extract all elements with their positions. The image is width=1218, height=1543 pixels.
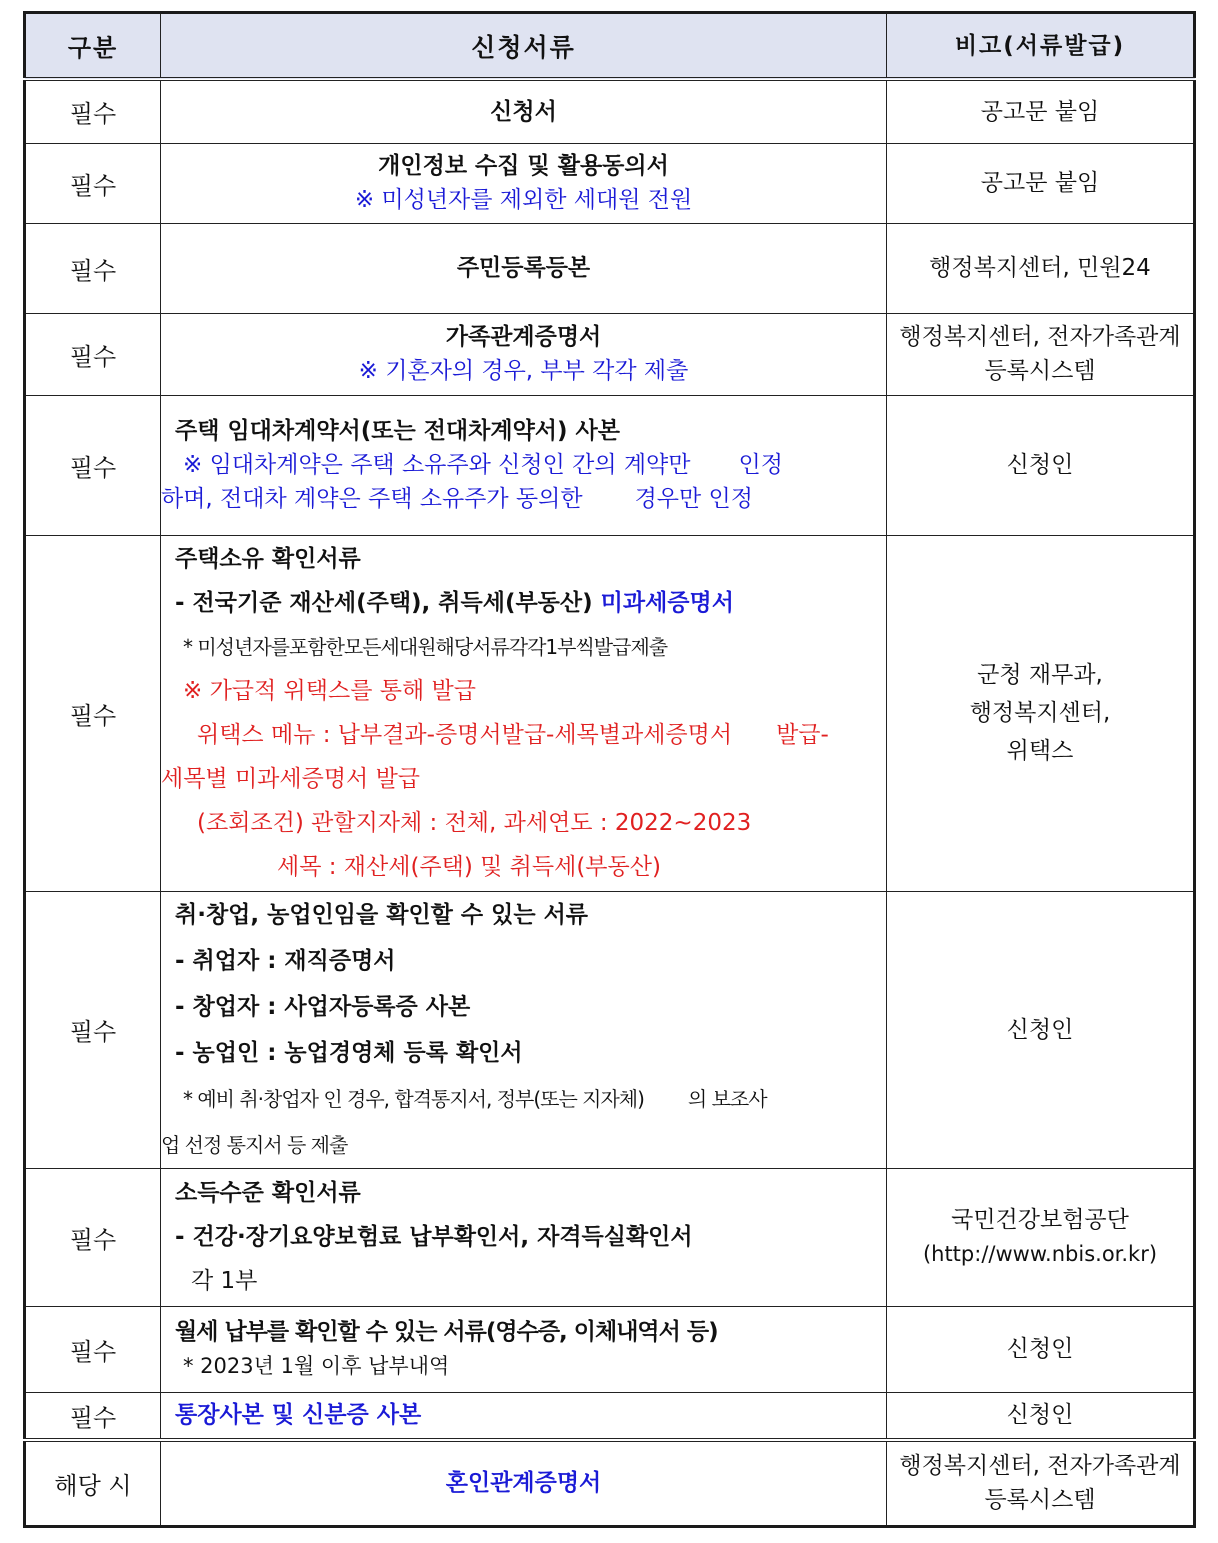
- header-category: 구분: [25, 13, 161, 80]
- table-row: [25, 535, 1195, 891]
- table-row: [25, 1392, 1195, 1440]
- table-row: [25, 79, 1195, 143]
- remark-cell: [887, 313, 1195, 395]
- document-title: 신청서: [490, 98, 557, 125]
- category-cell: 필수: [25, 1306, 161, 1392]
- header-remark: 비고(서류발급): [887, 13, 1195, 80]
- category-cell: 필수: [25, 143, 161, 223]
- table-row: [25, 313, 1195, 395]
- document-title: 주택 임대차계약서(또는 전대차계약서) 사본: [175, 418, 620, 444]
- remark-cell: 공고문 붙임: [887, 79, 1195, 143]
- document-line: ※ 가급적 위택스를 통해 발급: [183, 678, 476, 704]
- remark-line: 행정복지센터,: [969, 700, 1111, 726]
- remark-cell: 공고문 붙임: [887, 143, 1195, 223]
- remark-cell: [887, 1440, 1195, 1526]
- document-cell: [161, 1440, 887, 1526]
- remark-cell: 신청인: [887, 1306, 1195, 1392]
- document-cell: [161, 1168, 887, 1306]
- document-title: 개인정보 수집 및 활용동의서: [378, 153, 669, 179]
- table-row: [25, 1306, 1195, 1392]
- remark-cell: 신청인: [887, 1392, 1195, 1440]
- remark-cell: [887, 535, 1195, 891]
- document-line: - 전국기준 재산세(주택), 취득세(부동산) 미과세증명서: [175, 590, 734, 616]
- document-note: 하며, 전대차 계약은 주택 소유주가 동의한 경우만 인정: [161, 486, 753, 512]
- table-row: [25, 143, 1195, 223]
- remark-line: (http://www.nbis.or.kr): [922, 1242, 1158, 1266]
- document-note: ※ 임대차계약은 주택 소유주와 신청인 간의 계약만 인정: [183, 452, 783, 478]
- category-cell: 필수: [25, 1392, 161, 1440]
- category-cell: 필수: [25, 313, 161, 395]
- category-cell: 해당 시: [25, 1440, 161, 1526]
- document-title: 통장사본 및 신분증 사본: [175, 1402, 422, 1429]
- document-cell: [161, 223, 887, 313]
- document-title: 취·창업, 농업인임을 확인할 수 있는 서류: [175, 901, 588, 928]
- document-cell: [161, 1306, 887, 1392]
- table-row: [25, 1440, 1195, 1526]
- document-line: 업 선정 통지서 등 제출: [161, 1132, 348, 1157]
- document-line: - 취업자 : 재직증명서: [175, 947, 396, 974]
- remark-line: 등록시스템: [984, 1487, 1096, 1514]
- category-cell: 필수: [25, 891, 161, 1168]
- document-cell: [161, 395, 887, 535]
- remark-line: 등록시스템: [984, 358, 1096, 384]
- document-line: (조회조건) 관할지자체 : 전체, 과세연도 : 2022~2023: [197, 810, 752, 836]
- category-cell: 필수: [25, 395, 161, 535]
- table-row: [25, 223, 1195, 313]
- document-title: 월세 납부를 확인할 수 있는 서류(영수증, 이체내역서 등): [175, 1319, 718, 1345]
- remark-line: 위택스: [1006, 738, 1074, 764]
- remark-cell: 신청인: [887, 891, 1195, 1168]
- document-title: 주택소유 확인서류: [175, 546, 361, 572]
- table-row: [25, 395, 1195, 535]
- remark-cell: [887, 1168, 1195, 1306]
- documents-table: [23, 11, 1196, 1528]
- document-line: 세목 : 재산세(주택) 및 취득세(부동산): [277, 854, 661, 880]
- document-line: - 창업자 : 사업자등록증 사본: [175, 993, 471, 1020]
- remark-line: 국민건강보험공단: [951, 1207, 1129, 1233]
- remark-line: 행정복지센터, 전자가족관계: [899, 324, 1181, 350]
- document-cell: [161, 1392, 887, 1440]
- document-note: ※ 미성년자를 제외한 세대원 전원: [354, 187, 693, 213]
- document-line: * 미성년자를포함한모든세대원해당서류각각1부씩발급제출: [183, 635, 668, 659]
- document-line: * 예비 취·창업자 인 경우, 합격통지서, 정부(또는 지자체) 의 보조사: [183, 1086, 767, 1111]
- table-row: [25, 891, 1195, 1168]
- category-cell: 필수: [25, 79, 161, 143]
- document-line: - 농업인 : 농업경영체 등록 확인서: [175, 1039, 523, 1066]
- document-cell: [161, 143, 887, 223]
- document-line: - 건강·장기요양보험료 납부확인서, 자격득실확인서: [175, 1224, 693, 1250]
- category-cell: 필수: [25, 1168, 161, 1306]
- document-line: 각 1부: [191, 1268, 258, 1294]
- document-cell: [161, 891, 887, 1168]
- document-title: 혼인관계증명서: [445, 1470, 602, 1497]
- document-cell: [161, 313, 887, 395]
- remark-line: 군청 재무과,: [977, 662, 1103, 688]
- header-row: [25, 13, 1195, 80]
- category-cell: 필수: [25, 223, 161, 313]
- table-row: [25, 1168, 1195, 1306]
- document-cell: [161, 535, 887, 891]
- document-title: 가족관계증명서: [445, 324, 602, 350]
- document-title: 주민등록등본: [456, 255, 591, 281]
- document-line: 세목별 미과세증명서 발급: [161, 766, 421, 792]
- remark-cell: 신청인: [887, 395, 1195, 535]
- header-documents: 신청서류: [161, 13, 887, 80]
- category-cell: 필수: [25, 535, 161, 891]
- document-line: 위택스 메뉴 : 납부결과-증명서발급-세목별과세증명서 발급-: [197, 722, 829, 748]
- remark-cell: 행정복지센터, 민원24: [887, 223, 1195, 313]
- document-note: ※ 기혼자의 경우, 부부 각각 제출: [358, 358, 689, 384]
- remark-line: 행정복지센터, 전자가족관계: [899, 1453, 1181, 1480]
- document-cell: [161, 79, 887, 143]
- document-title: 소득수준 확인서류: [175, 1180, 361, 1206]
- document-line: * 2023년 1월 이후 납부내역: [183, 1354, 450, 1378]
